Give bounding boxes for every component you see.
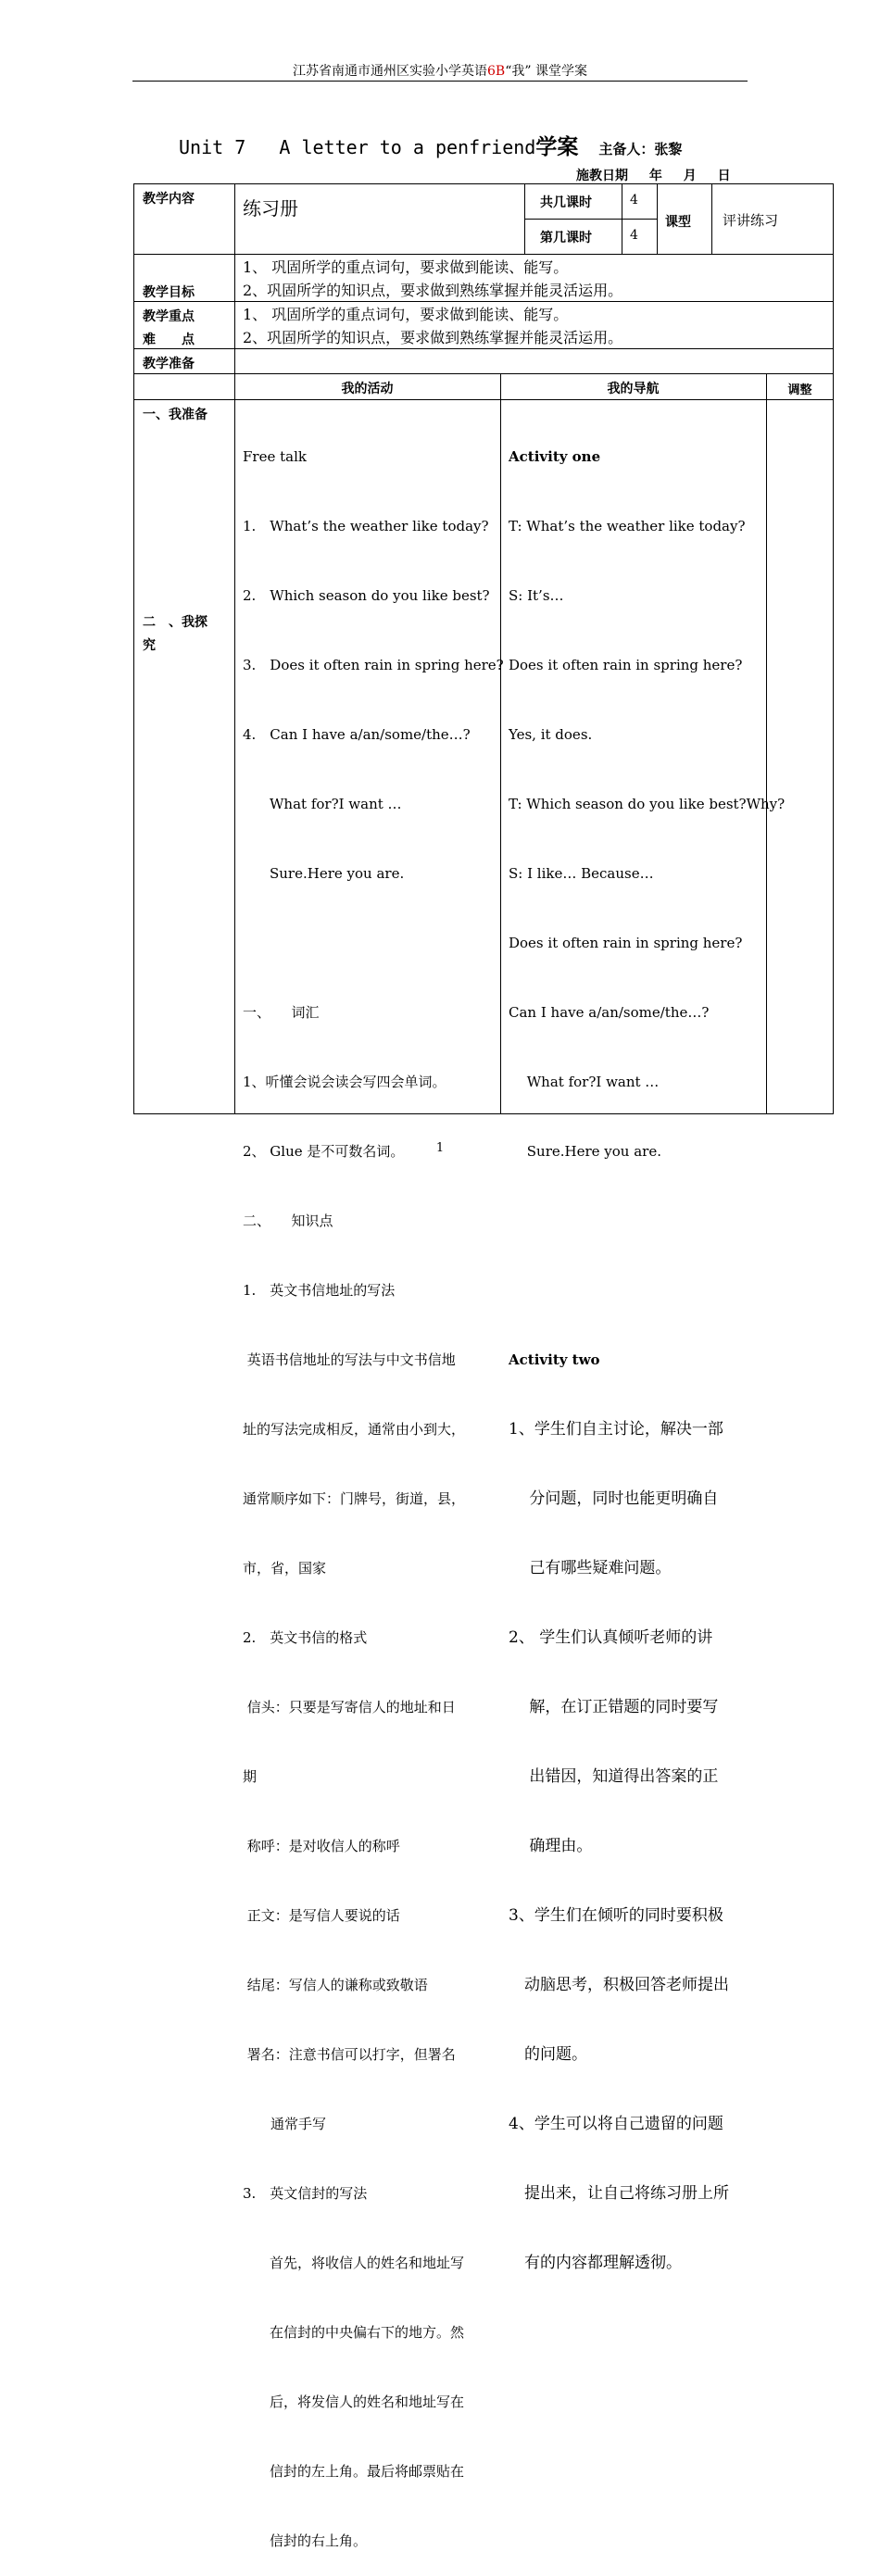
goals-list bbox=[243, 256, 622, 302]
k1-line: 英语书信地址的写法与中文书信地 bbox=[243, 1351, 456, 1368]
lesson-no-label: 第几课时 bbox=[540, 231, 592, 245]
prep-label: 教学准备 bbox=[143, 357, 195, 371]
act2-line: 3、学生们在倾听的同时要积极 bbox=[509, 1906, 723, 1925]
k2-line: 通常手写 bbox=[243, 2116, 327, 2132]
lesson-no-value: 4 bbox=[630, 228, 638, 243]
date-year: 年 bbox=[648, 169, 662, 183]
activity-column bbox=[243, 399, 504, 2576]
difficulty-label: 难 点 bbox=[143, 333, 195, 347]
k2-line: 结尾：写信人的谦称或致敬语 bbox=[243, 1977, 428, 1993]
type-label: 课型 bbox=[665, 215, 691, 230]
header-suffix: “我” 课堂学案 bbox=[505, 64, 587, 79]
keys-list bbox=[243, 303, 622, 349]
question-item: 4. Can I have a/an/some/the…? bbox=[243, 726, 471, 743]
title-name: A letter to a penfriend bbox=[279, 136, 536, 158]
date-day: 日 bbox=[717, 169, 731, 183]
preparer-label: 主备人： bbox=[598, 141, 655, 157]
guide-column bbox=[509, 399, 785, 2298]
act2-line: 4、学生可以将自己遗留的问题 bbox=[509, 2115, 723, 2133]
act2-line: 出错因，知道得出答案的正 bbox=[509, 1767, 719, 1786]
act1-line: What for?I want … bbox=[509, 1074, 660, 1090]
page-title bbox=[179, 130, 682, 160]
total-lessons-label: 共几课时 bbox=[540, 195, 592, 210]
header-grade: 6B bbox=[487, 64, 506, 79]
date-line bbox=[576, 166, 731, 184]
page-header bbox=[0, 61, 880, 80]
act1-line: Does it often rain in spring here? bbox=[509, 657, 743, 673]
act2-line: 己有哪些疑难问题。 bbox=[509, 1559, 672, 1577]
act2-line: 动脑思考，积极回答老师提出 bbox=[509, 1976, 729, 1994]
act2-line: 2、 学生们认真倾听老师的讲 bbox=[509, 1628, 713, 1647]
act2-line: 解，在订正错题的同时要写 bbox=[509, 1698, 719, 1716]
k3-line: 信封的右上角。 bbox=[270, 2532, 368, 2549]
activity-one-title: Activity one bbox=[509, 448, 601, 465]
k1-line: 址的写法完成相反，通常由小到大， bbox=[243, 1421, 466, 1438]
col-adjust: 调整 bbox=[787, 383, 812, 397]
act1-line: T: Which season do you like best?Why? bbox=[509, 796, 786, 812]
title-unit: Unit 7 bbox=[179, 136, 246, 158]
free-talk: Free talk bbox=[243, 448, 307, 465]
header-school: 江苏省南通市通州区实验小学英语 bbox=[293, 64, 488, 79]
date-label: 施教日期 bbox=[576, 169, 628, 183]
k2-line: 署名：注意书信可以打字，但署名 bbox=[243, 2046, 456, 2063]
k3-line: 后，将发信人的姓名和地址写在 bbox=[270, 2394, 465, 2410]
k3-line: 在信封的中央偏右下的地方。然 bbox=[270, 2324, 465, 2341]
question-item: 3. Does it often rain in spring here? bbox=[243, 657, 504, 673]
act1-line: T: What’s the weather like today? bbox=[509, 518, 746, 534]
question-item: What for?I want … bbox=[270, 796, 402, 812]
k3-line: 首先，将收信人的姓名和地址写 bbox=[270, 2255, 465, 2271]
k2-line: 正文：是写信人要说的话 bbox=[243, 1907, 400, 1924]
type-value: 评讲练习 bbox=[723, 212, 779, 229]
k2-line: 期 bbox=[243, 1768, 258, 1785]
k2-line: 信头：只要是写寄信人的地址和日 bbox=[243, 1699, 456, 1715]
preparer-name: 张黎 bbox=[654, 141, 683, 157]
k1-line: 市，省，国家 bbox=[243, 1560, 327, 1577]
k3-line: 信封的左上角。最后将邮票贴在 bbox=[270, 2463, 465, 2480]
vocab-item: 1、听懂会说会读会写四会单词。 bbox=[243, 1074, 446, 1090]
act1-line: Yes, it does. bbox=[509, 726, 593, 743]
question-item: 1. What’s the weather like today? bbox=[243, 518, 489, 534]
total-lessons-value: 4 bbox=[630, 193, 638, 207]
act2-line: 确理由。 bbox=[509, 1837, 593, 1855]
header-divider bbox=[132, 81, 748, 82]
date-month: 月 bbox=[683, 169, 697, 183]
section-prepare-label: 一、我准备 bbox=[143, 408, 207, 422]
page-number: 1 bbox=[435, 1141, 445, 1155]
act2-line: 1、学生们自主讨论，解决一部 bbox=[509, 1420, 723, 1439]
col-my-activity: 我的活动 bbox=[341, 382, 394, 396]
act2-line: 有的内容都理解透彻。 bbox=[509, 2254, 682, 2272]
vocab-heading: 一、 词汇 bbox=[243, 1004, 320, 1021]
question-item: Sure.Here you are. bbox=[270, 865, 405, 882]
act1-line: S: It’s… bbox=[509, 587, 564, 604]
key-label: 教学重点 bbox=[143, 309, 195, 324]
act1-line: Sure.Here you are. bbox=[509, 1143, 661, 1160]
k3-title: 3. 英文信封的写法 bbox=[243, 2185, 368, 2202]
k1-title: 1. 英文书信地址的写法 bbox=[243, 1282, 396, 1299]
act1-line: Can I have a/an/some/the…? bbox=[509, 1004, 710, 1021]
vocab-item: 2、 Glue 是不可数名词。 bbox=[243, 1143, 405, 1160]
section-explore-label-b: 究 bbox=[143, 638, 156, 653]
key-item: 1、 巩固所学的重点词句，要求做到能读、能写。 bbox=[243, 306, 569, 323]
goals-label: 教学目标 bbox=[143, 285, 195, 300]
content-value: 练习册 bbox=[243, 197, 298, 220]
knowledge-heading: 二、 知识点 bbox=[243, 1213, 333, 1229]
key-item: 2、巩固所学的知识点，要求做到熟练掌握并能灵活运用。 bbox=[243, 329, 623, 346]
goal-item: 2、巩固所学的知识点，要求做到熟练掌握并能灵活运用。 bbox=[243, 282, 623, 299]
act2-line: 分问题，同时也能更明确自 bbox=[509, 1489, 719, 1508]
col-my-guide: 我的导航 bbox=[607, 382, 660, 396]
act2-line: 提出来，让自己将练习册上所 bbox=[509, 2184, 729, 2203]
act1-line: Does it often rain in spring here? bbox=[509, 935, 743, 951]
k2-title: 2. 英文书信的格式 bbox=[243, 1629, 368, 1646]
act1-line: S: I like… Because… bbox=[509, 865, 654, 882]
content-label: 教学内容 bbox=[143, 192, 195, 207]
title-suffix: 学案 bbox=[535, 135, 579, 159]
question-item: 2. Which season do you like best? bbox=[243, 587, 490, 604]
k1-line: 通常顺序如下：门牌号，街道，县， bbox=[243, 1490, 466, 1507]
section-explore-label-a: 二 、我探 bbox=[143, 615, 207, 630]
k2-line: 称呼：是对收信人的称呼 bbox=[243, 1838, 400, 1854]
activity-two-title: Activity two bbox=[509, 1351, 600, 1368]
act2-line: 的问题。 bbox=[509, 2045, 587, 2064]
goal-item: 1、 巩固所学的重点词句，要求做到能读、能写。 bbox=[243, 258, 569, 276]
